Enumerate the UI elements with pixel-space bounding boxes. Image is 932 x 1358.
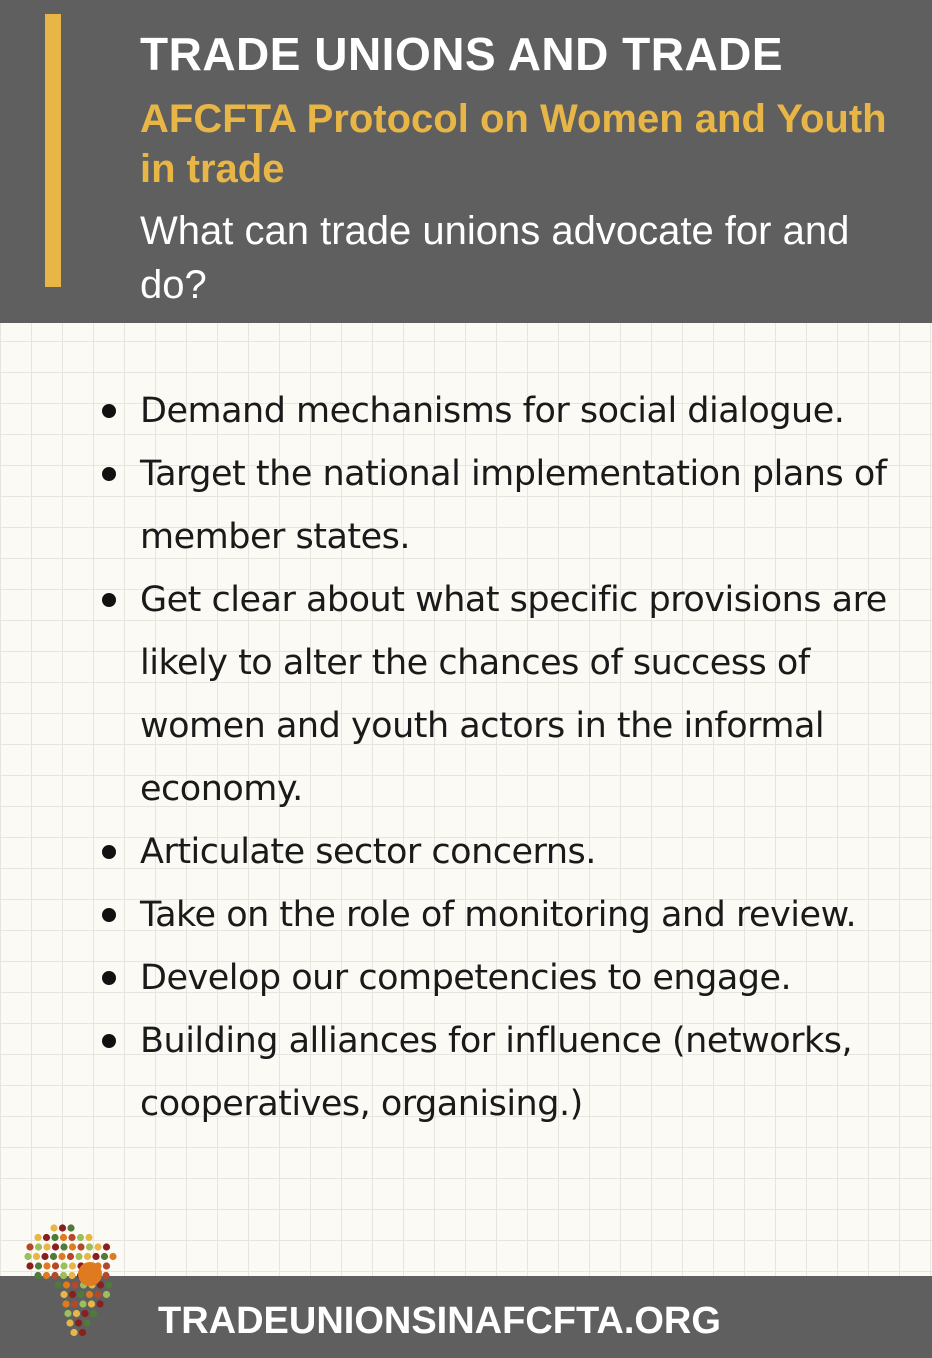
- lead-question: What can trade unions advocate for and do?: [140, 209, 850, 307]
- list-item-text: Take on the role of monitoring and review.: [140, 895, 857, 935]
- logo-dot: [67, 1224, 74, 1231]
- logo-dot: [50, 1253, 57, 1260]
- page-subtitle: AFCFTA Protocol on Women and Youth in trade: [140, 97, 887, 191]
- logo-sun-dot: [78, 1262, 102, 1286]
- logo-dot: [41, 1253, 48, 1260]
- advocacy-list: [98, 380, 898, 1136]
- logo-dot: [103, 1262, 110, 1269]
- logo-dot: [102, 1272, 109, 1279]
- page-title: TRADE UNIONS AND TRADE: [140, 28, 784, 80]
- logo-dot: [63, 1281, 70, 1288]
- bullet-icon: [102, 908, 116, 922]
- logo-dot: [54, 1281, 61, 1288]
- list-item: [98, 947, 898, 1010]
- logo-dot: [86, 1243, 93, 1250]
- logo-dot: [81, 1310, 88, 1317]
- logo-dot: [64, 1310, 71, 1317]
- logo-dot: [68, 1272, 75, 1279]
- accent-bar: [45, 14, 61, 287]
- logo-dot: [105, 1281, 112, 1288]
- logo-dot: [71, 1281, 78, 1288]
- logo-dot: [79, 1300, 86, 1307]
- logo-dot: [58, 1253, 65, 1260]
- logo-dot: [66, 1319, 73, 1326]
- logo-dot: [24, 1253, 31, 1260]
- logo-dot: [26, 1262, 33, 1269]
- list-item: [98, 380, 898, 443]
- logo-dot: [96, 1300, 103, 1307]
- logo-dot: [75, 1319, 82, 1326]
- logo-dot: [84, 1253, 91, 1260]
- logo-dot: [92, 1253, 99, 1260]
- logo-dot: [75, 1253, 82, 1260]
- logo-dot: [51, 1234, 58, 1241]
- logo-dot: [43, 1262, 50, 1269]
- logo-dot: [34, 1234, 41, 1241]
- logo-dot: [70, 1329, 77, 1336]
- logo-dot: [60, 1234, 67, 1241]
- logo-dot: [103, 1243, 110, 1250]
- list-item-text: Articulate sector concerns.: [140, 832, 596, 872]
- logo-dot: [52, 1243, 59, 1250]
- logo-dot: [60, 1272, 67, 1279]
- logo-dot: [90, 1310, 97, 1317]
- africa-dots-logo-icon: [24, 1220, 144, 1345]
- logo-dot: [51, 1272, 58, 1279]
- logo-dot: [77, 1243, 84, 1250]
- logo-dot: [109, 1253, 116, 1260]
- logo-dot: [101, 1253, 108, 1260]
- list-item-text: Building alliances for influence (networks, cooperatives, organising.): [140, 1021, 853, 1124]
- logo-dot: [60, 1262, 67, 1269]
- bullet-icon: [102, 467, 116, 481]
- logo-dot: [94, 1243, 101, 1250]
- logo-dot: [94, 1291, 101, 1298]
- logo-dot: [50, 1224, 57, 1231]
- logo-dot: [34, 1272, 41, 1279]
- website-link[interactable]: TRADEUNIONSINAFCFTA.ORG: [158, 1300, 721, 1342]
- logo-dot: [77, 1291, 84, 1298]
- list-item: [98, 1010, 898, 1136]
- bullet-icon: [102, 1034, 116, 1048]
- logo-dot: [43, 1272, 50, 1279]
- logo-dot: [67, 1253, 74, 1260]
- logo-dot: [79, 1329, 86, 1336]
- list-item: [98, 821, 898, 884]
- logo-dot: [69, 1262, 76, 1269]
- list-item-text: Target the national implementation plans of member states.: [140, 454, 887, 557]
- logo-dot: [26, 1243, 33, 1250]
- logo-dot: [35, 1243, 42, 1250]
- list-item-text: Demand mechanisms for social dialogue.: [140, 391, 845, 431]
- logo-dot: [83, 1319, 90, 1326]
- logo-dot: [59, 1224, 66, 1231]
- logo-dot: [77, 1234, 84, 1241]
- logo-dot: [60, 1243, 67, 1250]
- list-item: [98, 884, 898, 947]
- logo-dot: [60, 1291, 67, 1298]
- list-item-text: Get clear about what specific provisions are likely to alter the chances of success of women and youth actors in the informal economy.: [140, 580, 887, 809]
- logo-dot: [88, 1300, 95, 1307]
- logo-dot: [86, 1291, 93, 1298]
- logo-dot: [43, 1234, 50, 1241]
- bullet-icon: [102, 404, 116, 418]
- logo-dot: [35, 1262, 42, 1269]
- logo-dot: [69, 1291, 76, 1298]
- logo-dot: [68, 1234, 75, 1241]
- logo-dot: [69, 1243, 76, 1250]
- logo-dot: [103, 1291, 110, 1298]
- list-item: [98, 569, 898, 821]
- logo-dot: [52, 1262, 59, 1269]
- logo-dot: [85, 1234, 92, 1241]
- list-item: [98, 443, 898, 569]
- logo-dot: [73, 1310, 80, 1317]
- header-banner: [0, 0, 932, 323]
- list-item-text: Develop our competencies to engage.: [140, 958, 792, 998]
- bullet-icon: [102, 971, 116, 985]
- logo-dot: [43, 1243, 50, 1250]
- bullet-icon: [102, 593, 116, 607]
- logo-dot: [71, 1300, 78, 1307]
- logo-dot: [33, 1253, 40, 1260]
- bullet-icon: [102, 845, 116, 859]
- logo-dot: [62, 1300, 69, 1307]
